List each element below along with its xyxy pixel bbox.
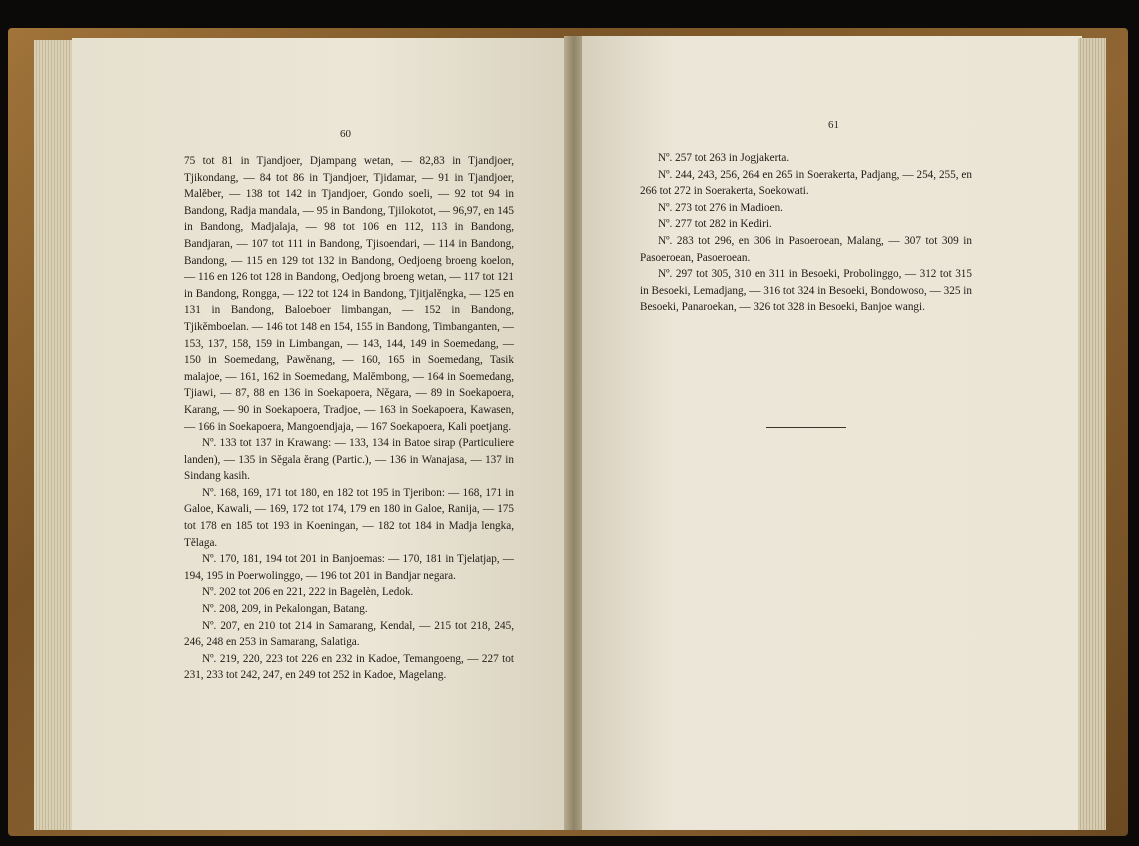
paragraph: Nº. 283 tot 296, en 306 in Pasoeroean, Malang, — 307 tot 309 in Pasoeroean, Pasoeroean. [640,234,972,264]
paragraph: Nº. 273 tot 276 in Madioen. [658,201,783,214]
book-gutter [564,36,584,830]
page-edges-left [34,40,76,830]
left-page-number: 60 [340,128,351,140]
left-page-text [184,153,514,684]
page-edges-right [1078,38,1106,830]
paragraph: Nº. 168, 169, 171 tot 180, en 182 tot 195 in Tjeribon: — 168, 171 in Galoe, Kawali, — 169, 172 tot 174, 179 en 180 in Galoe, Ranija, — 175 tot 178 en 185 tot 193 in Koeningan, — 182 tot 184 in Madja lengka, Tĕlaga. [184,486,514,549]
paragraph: Nº. 219, 220, 223 tot 226 en 232 in Kadoe, Temangoeng, — 227 tot 231, 233 tot 242, 247, en 249 tot 252 in Kadoe, Magelang. [184,652,514,682]
paragraph: Nº. 207, en 210 tot 214 in Samarang, Kendal, — 215 tot 218, 245, 246, 248 en 253 in Samarang, Salatiga. [184,619,514,649]
paragraph: Nº. 170, 181, 194 tot 201 in Banjoemas: — 170, 181 in Tjelatjap, — 194, 195 in Poerwolinggo, — 196 tot 201 in Bandjar negara. [184,553,514,582]
paragraph: Nº. 257 tot 263 in Jogjakerta. [658,152,790,164]
paragraph: Nº. 202 tot 206 en 221, 222 in Bagelèn, Ledok. [202,586,414,599]
paragraph: Nº. 208, 209, in Pekalongan, Batang. [202,603,368,616]
paragraph: Nº. 277 tot 282 in Kediri. [658,218,772,231]
paragraph: Nº. 244, 243, 256, 264 en 265 in Soerakerta, Padjang, — 254, 255, en 266 tot 272 in Soerakerta, Soekowati. [640,168,972,198]
paragraph: Nº. 133 tot 137 in Krawang: — 133, 134 in Batoe sirap (Particuliere landen), — 135 in Sĕgala ĕrang (Partic.), — 136 in Wanajasa, — 137 in Sindang kasih. [184,437,514,483]
paragraph: Nº. 297 tot 305, 310 en 311 in Besoeki, Probolinggo, — 312 tot 315 in Besoeki, Lemadjang, — 316 tot 324 in Besoeki, Bondowoso, — 325 in Besoeki, Panaroekan, — 326 tot 328 in Besoeki, Banjoe wangi. [640,268,972,314]
right-page-number: 61 [828,119,839,131]
right-page-text [640,150,972,316]
section-divider [766,427,846,428]
paragraph: 75 tot 81 in Tjandjoer, Djampang wetan, — 82,83 in Tjandjoer, Tjikondang, — 84 tot 86 in Tjandjoer, Tjidamar, — 91 in Tjandjoer, Malĕber, — 138 tot 142 in Tjandjoer, Gondo soeli, — 92 tot 94 in Bandong, Radja mandala, — 95 in Bandong, Tjilokotot, — 96,97, en 145 in Bandong, Madjalaja, — 98 tot 106 en 112, 113 in Bandong, Bandjaran, — 107 tot 111 in Bandong, Tjisoendari, — 114 in Bandong, Bandong, — 115 en 129 tot 132 in Bandong, Oedjoeng broeng koelon, — 116 en 126 tot 128 in Bandong, Oedjong broeng wetan, — 117 tot 121 in Bandong, Rongga, — 122 tot 124 in Bandong, Tjitjalĕngka, — 125 en 131 in Bandong, Baloeboer limbangan, — 152 in Bandong, Tjikĕmboelan. — 146 tot 148 en 154, 155 in Bandong, Timbanganten, — 153, 137, 158, 159 in Limbangan, — 143, 144, 149 in Soemedang, — 150 in Soemedang, Pawĕnang, — 160, 165 in Soemedang, Tasik malajoe, — 161, 162 in Soemedang, Malĕmbong, — 164 in Soemedang, Tjiawi, — 87, 88 en 136 in Soekapoera, Nĕgara, — 89 in Soekapoera, Karang, — 90 in Soekapoera, Tradjoe, — 163 in Soekapoera, Kawasen, — 166 in Soekapoera, Mangoendjaja, — 167 Soekapoera, Kali poetjang. [184,155,514,433]
